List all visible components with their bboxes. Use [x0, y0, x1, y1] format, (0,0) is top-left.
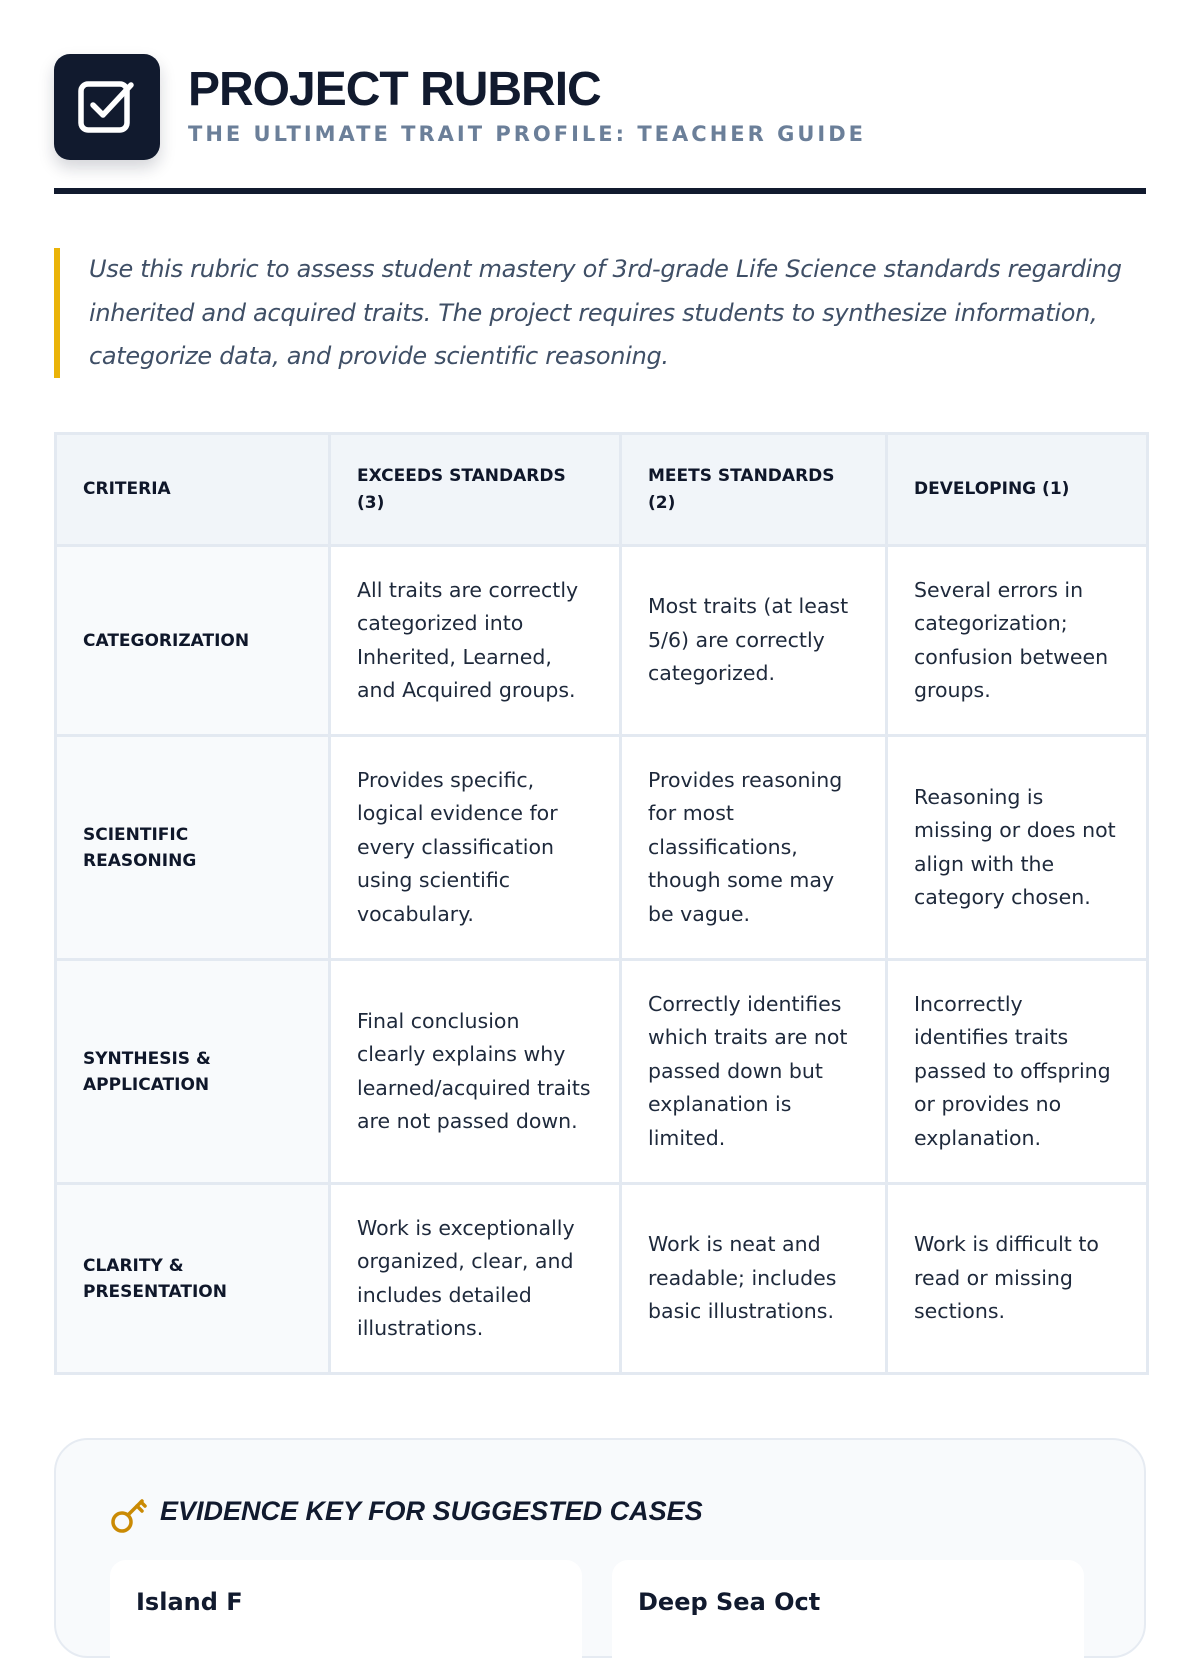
page-title: PROJECT RUBRIC — [188, 63, 601, 116]
criteria-cell: CATEGORIZATION — [56, 546, 330, 736]
header-criteria: CRITERIA — [56, 434, 330, 546]
evidence-card — [110, 1560, 582, 1680]
developing-cell: Incorrectly identifies traits passed to offspring or provides no explanation. — [887, 960, 1148, 1184]
evidence-card-title: Deep Sea Oct — [638, 1588, 821, 1616]
criteria-cell: SYNTHESIS & APPLICATION — [56, 960, 330, 1184]
evidence-key-panel — [54, 1438, 1146, 1658]
evidence-key-title: EVIDENCE KEY FOR SUGGESTED CASES — [160, 1496, 703, 1526]
meets-cell: Provides reasoning for most classifications, though some may be vague. — [621, 736, 887, 960]
meets-cell: Correctly identifies which traits are not passed down but explanation is limited. — [621, 960, 887, 1184]
rubric-table — [54, 432, 1149, 1375]
developing-cell: Several errors in categorization; confusion between groups. — [887, 546, 1148, 736]
evidence-card-title: Island F — [136, 1588, 243, 1616]
table-row — [56, 546, 1148, 736]
criteria-cell: CLARITY & PRESENTATION — [56, 1184, 330, 1374]
header-divider — [54, 188, 1146, 194]
meets-cell: Most traits (at least 5/6) are correctly categorized. — [621, 546, 887, 736]
exceeds-cell: Work is exceptionally organized, clear, and includes detailed illustrations. — [330, 1184, 621, 1374]
developing-cell: Work is difficult to read or missing sections. — [887, 1184, 1148, 1374]
exceeds-cell: All traits are correctly categorized into Inherited, Learned, and Acquired groups. — [330, 546, 621, 736]
key-icon — [110, 1496, 150, 1534]
header-meets: MEETS STANDARDS (2) — [621, 434, 887, 546]
table-row — [56, 736, 1148, 960]
meets-cell: Work is neat and readable; includes basic illustrations. — [621, 1184, 887, 1374]
evidence-card — [612, 1560, 1084, 1680]
header-exceeds: EXCEEDS STANDARDS (3) — [330, 434, 621, 546]
header-developing: DEVELOPING (1) — [887, 434, 1148, 546]
intro-callout — [54, 248, 1146, 378]
logo — [54, 54, 160, 160]
developing-cell: Reasoning is missing or does not align with the category chosen. — [887, 736, 1148, 960]
table-row — [56, 1184, 1148, 1374]
exceeds-cell: Provides specific, logical evidence for every classification using scientific vocabulary. — [330, 736, 621, 960]
exceeds-cell: Final conclusion clearly explains why learned/acquired traits are not passed down. — [330, 960, 621, 1184]
criteria-cell: SCIENTIFIC REASONING — [56, 736, 330, 960]
table-header-row — [56, 434, 1148, 546]
page-subtitle: THE ULTIMATE TRAIT PROFILE: TEACHER GUIDE — [188, 122, 866, 146]
page-header — [54, 54, 1146, 196]
intro-text: Use this rubric to assess student mastery of 3rd-grade Life Science standards regarding inherited and acquired traits. The project requires students to synthesize information, categorize data, and provide scientific reasoning. — [89, 255, 1122, 370]
checkbox-icon — [76, 76, 138, 138]
table-row — [56, 960, 1148, 1184]
